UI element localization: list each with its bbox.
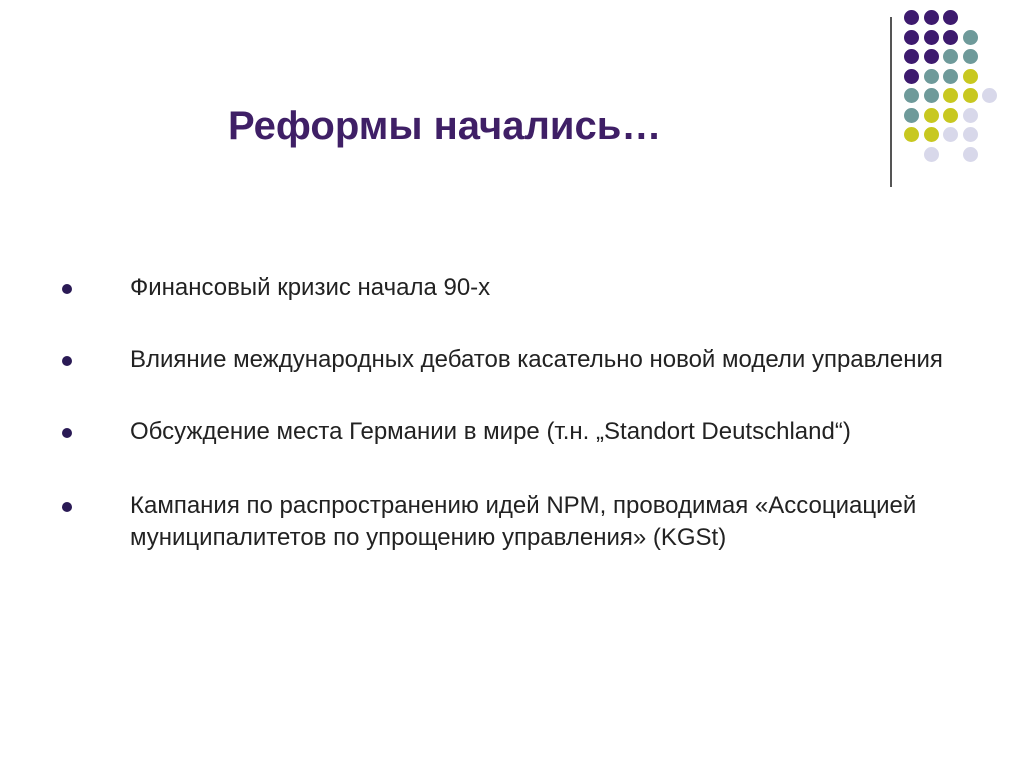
decorative-dot	[924, 127, 939, 142]
decorative-dot	[924, 10, 939, 25]
bullet-icon	[62, 284, 72, 294]
decorative-dot	[943, 49, 958, 64]
decorative-dot	[963, 147, 978, 162]
slide-title: Реформы начались…	[228, 104, 662, 148]
bullet-item	[62, 416, 962, 448]
decorative-dot	[943, 88, 958, 103]
decorative-dot	[963, 88, 978, 103]
decorative-dot	[904, 88, 919, 103]
decorative-dot	[924, 69, 939, 84]
decorative-dot	[943, 69, 958, 84]
bullet-text: Кампания по распространению идей NPM, проводимая «Ассоциацией муниципалитетов по упрощению управления» (KGSt)	[130, 492, 917, 551]
decorative-dot-grid	[904, 10, 1004, 170]
decorative-dot	[904, 49, 919, 64]
decorative-dot	[963, 30, 978, 45]
decorative-dot	[924, 108, 939, 123]
decorative-dot	[943, 10, 958, 25]
decorative-dot	[943, 108, 958, 123]
bullet-item	[62, 272, 962, 304]
decorative-dot	[904, 108, 919, 123]
decorative-dot	[924, 147, 939, 162]
decorative-dot	[904, 69, 919, 84]
bullet-item	[62, 490, 962, 554]
decorative-dot	[943, 127, 958, 142]
bullet-text: Обсуждение места Германии в мире (т.н. „Standort Deutschland“)	[130, 418, 851, 445]
decorative-dot	[924, 30, 939, 45]
decorative-dot	[963, 127, 978, 142]
decorative-dot	[924, 49, 939, 64]
bullet-item	[62, 344, 962, 376]
decorative-dot	[963, 108, 978, 123]
decorative-dot	[943, 30, 958, 45]
decorative-dot	[982, 88, 997, 103]
decorative-dot	[963, 49, 978, 64]
decorative-dot	[963, 69, 978, 84]
decorative-dot	[904, 127, 919, 142]
bullet-text: Влияние международных дебатов касательно новой модели управления	[130, 346, 943, 373]
decorative-dot	[924, 88, 939, 103]
bullet-text: Финансовый кризис начала 90-х	[130, 274, 491, 301]
bullet-list	[62, 272, 962, 594]
decorative-dot	[904, 10, 919, 25]
bullet-icon	[62, 428, 72, 438]
decorative-dot	[904, 30, 919, 45]
bullet-icon	[62, 356, 72, 366]
vertical-divider	[890, 17, 892, 187]
bullet-icon	[62, 502, 72, 512]
